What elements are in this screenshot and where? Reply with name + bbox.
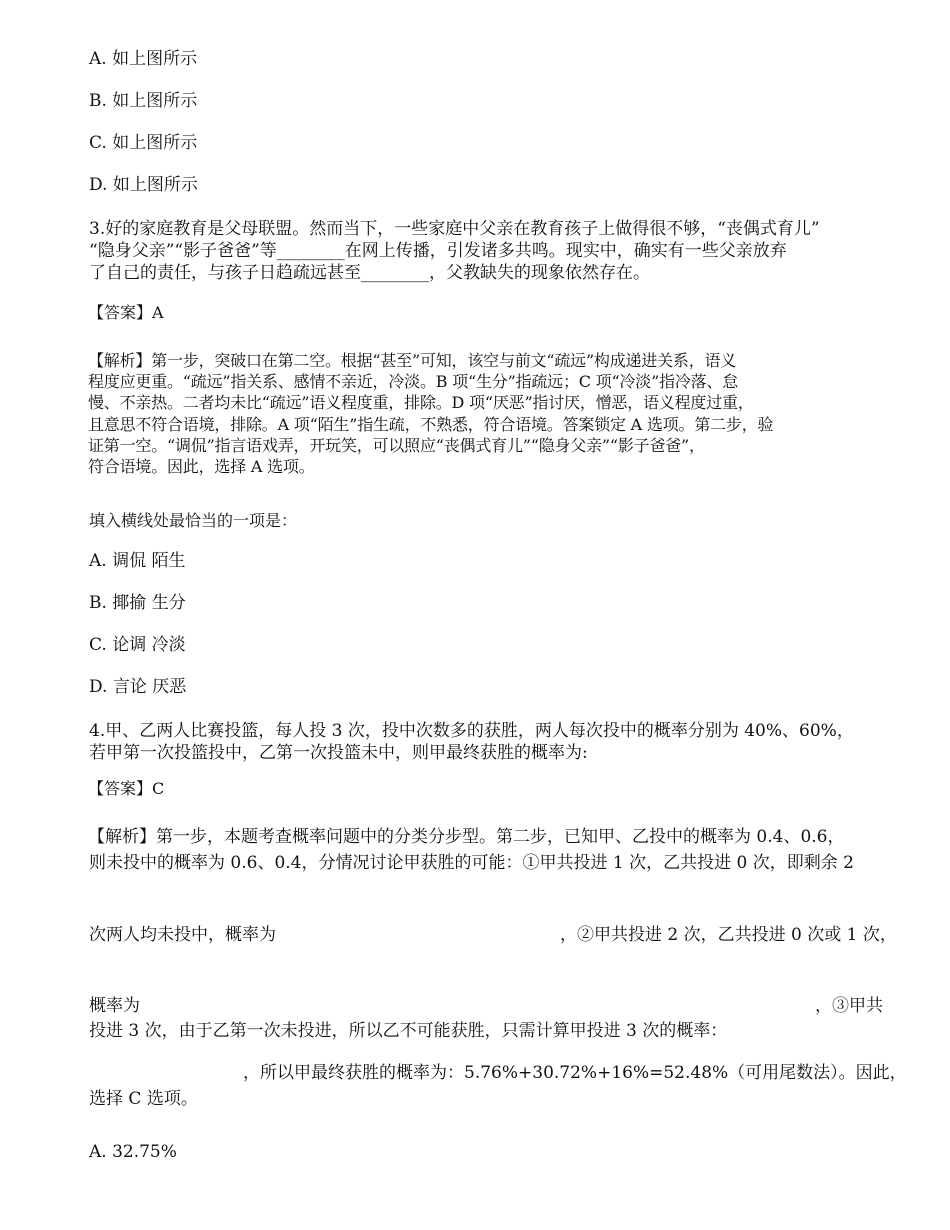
q3-stem-line: “隐身父亲”“影子爸爸”等________在网上传播，引发诸多共鸣。现实中，确实有一些父亲放弃 [89,241,787,261]
q3-stem [89,218,820,284]
q4-stem-line: 若甲第一次投篮投中，乙第一次投篮未中，则甲最终获胜的概率为: [89,743,588,763]
q4-stem [89,720,854,764]
q4-explanation-line: 【解析】第一步，本题考查概率问题中的分类分步型。第二步，已知甲、乙投中的概率为 0.4、0.6， [88,827,845,847]
q3-option-d: D. 言论 厌恶 [89,677,187,697]
q3-explanation-line: 慢、不亲热。二者均未比“疏远”语义程度重，排除。D 项“厌恶”指讨厌，憎恶，语义程度过重， [88,393,754,413]
q4-option-a: A. 32.75% [89,1142,177,1162]
q2-option-a: A. 如上图所示 [89,49,198,69]
q4-answer: 【答案】C [88,779,165,798]
q4-explanation-line: 投进 3 次，由于乙第一次未投进，所以乙不可能获胜，只需计算甲投进 3 次的概率： [89,1021,728,1041]
q3-option-c: C. 论调 冷淡 [89,635,186,655]
q3-explanation-line: 【解析】第一步，突破口在第二空。根据“甚至”可知，该空与前文“疏远”构成递进关系，语义 [88,351,737,370]
q4-explanation-line: 选择 C 选项。 [89,1089,198,1109]
q3-explanation [88,350,773,477]
q4-explanation-total: ，所以甲最终获胜的概率为：5.76%+30.72%+16%=52.48%（可用尾数法）。因此， [243,1063,907,1083]
q2-option-b: B. 如上图所示 [89,91,198,111]
q4-explanation-case1-right: ，②甲共投进 2 次，乙共投进 0 次或 1 次， [560,925,897,945]
q3-explanation-line: 且意思不符合语境，排除。A 项“陌生”指生疏，不熟悉，符合语境。答案锁定 A 选项。第二步，验 [88,414,774,434]
q3-explanation-line: 符合语境。因此，选择 A 选项。 [88,457,315,477]
q3-option-b: B. 揶揄 生分 [89,593,186,613]
q2-option-d: D. 如上图所示 [89,175,198,195]
q3-prompt: 填入横线处最恰当的一项是： [89,511,298,530]
q4-explanation-line: 则未投中的概率为 0.6、0.4，分情况讨论甲获胜的可能：①甲共投进 1 次，乙共投进 0 次，即剩余 2 [89,853,854,873]
q4-explanation-case2-left: 概率为 [89,996,140,1016]
q3-explanation-line: 证第一空。“调侃”指言语戏弄，开玩笑，可以照应“丧偶式育儿”“隐身父亲”“影子爸爸”， [88,435,705,455]
q4-explanation-case2-right: ，③甲共 [815,996,883,1016]
q4-stem-line: 4.甲、乙两人比赛投篮，每人投 3 次，投中次数多的获胜，两人每次投中的概率分别为 40%、60%， [89,721,854,741]
q3-explanation-line: 程度应更重。“疏远”指关系、感情不亲近，冷淡。B 项“生分”指疏远；C 项“冷淡”指冷落、怠 [88,372,739,392]
q3-stem-line: 3.好的家庭教育是父母联盟。然而当下，一些家庭中父亲在教育孩子上做得很不够，“丧偶式育儿” [89,219,820,239]
q3-option-a: A. 调侃 陌生 [89,551,186,571]
q2-option-c: C. 如上图所示 [89,133,198,153]
q3-stem-line: 了自己的责任，与孩子日趋疏远甚至________，父教缺失的现象依然存在。 [89,263,650,283]
q4-explanation-case1-left: 次两人均未投中，概率为 [89,925,276,945]
q3-answer: 【答案】A [88,303,164,322]
